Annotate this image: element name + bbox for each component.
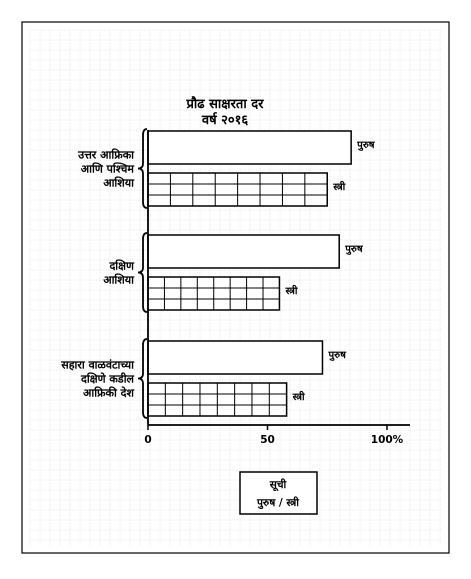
bar-male (148, 235, 339, 268)
category-label: आफ्रिकी देश (82, 386, 134, 400)
chart-subtitle: वर्ष २०१६ (201, 113, 249, 128)
legend-title: सूची (269, 479, 287, 491)
x-tick-label: 100% (370, 434, 404, 446)
bar-series-label: स्त्री (292, 392, 305, 403)
bar-series-label: स्त्री (285, 286, 298, 297)
bar-series-label: पुरुष (357, 140, 375, 151)
category-label: आशिया (103, 273, 134, 287)
legend-text: पुरुष / स्त्री (256, 497, 300, 509)
category-label: सहारा वाळवंटाच्या (61, 358, 134, 372)
category-label: उत्तर आफ्रिका (78, 148, 134, 162)
bar-series-label: पुरुष (345, 244, 363, 255)
category-label: दक्षिण (109, 259, 134, 273)
bar-series-label: स्त्री (333, 182, 346, 193)
bar-series-label: पुरुष (328, 350, 346, 361)
bar-male (148, 341, 322, 374)
category-label: आणि पश्चिम (80, 162, 134, 176)
x-tick-label: 0 (144, 434, 152, 446)
legend-box (240, 472, 317, 514)
category-label: दक्षिणे कडील (81, 372, 134, 386)
category-label: आशिया (103, 176, 134, 190)
chart-title: प्रौढ साक्षरता दर (186, 97, 264, 112)
bar-male (148, 131, 351, 164)
x-tick-label: 50 (260, 434, 275, 446)
